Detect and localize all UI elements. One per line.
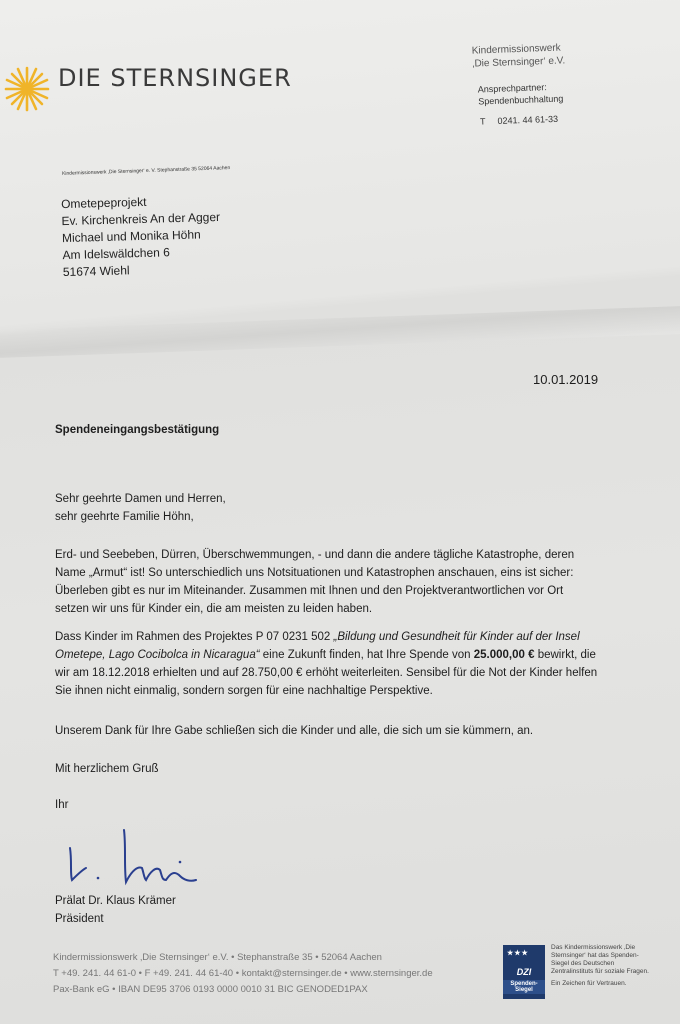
contact-name: Spendenbuchhaltung (478, 93, 564, 107)
stars-icon: ★★★ (507, 950, 529, 957)
letter-footer (53, 950, 433, 998)
paragraph-1: Erd- und Seebeben, Dürren, Überschwemmungen, - und dann die andere tägliche Katastrophe, deren Name „Armut“ ist! So unterschiedlich uns Notsituationen und Katastrophen anschauen, eins ist sicher: Überleben gibt es nur im Miteinander. Zusammen mit Ihnen und den Projektverantwortlichen vor Ort setzen wir uns für Kinder ein, die am meisten zu leiden haben. (55, 549, 575, 615)
donation-amount: 25.000,00 € (473, 649, 535, 661)
paragraph-2-part-3: bewirkt, die wir am 18.12.2018 erhielten und auf 28.750,00 € erhöht weiterleiten. Sensibel für die Not der Kinder helfen Sie ihnen nicht einmalig, sondern sorgen für eine nachhaltige Perspektive. (55, 649, 598, 697)
paragraph-2 (55, 628, 600, 700)
greeting-line-2: sehr geehrte Familie Höhn, (55, 511, 194, 523)
recipient-address (61, 192, 222, 281)
footer-contact: T +49. 241. 44 61-0 • F +49. 241. 44 61-40 • kontakt@sternsinger.de • www.sternsinger.de (53, 968, 433, 979)
footer-address: Kindermissionswerk ‚Die Sternsinger‘ e.V. • Stephanstraße 35 • 52064 Aachen (53, 952, 382, 963)
paragraph-3: Unserem Dank für Ihre Gabe schließen sich die Kinder und alle, die sich um sie kümmern, an. (55, 725, 534, 737)
recipient-line: 51674 Wiehl (62, 263, 130, 280)
contact-block (478, 81, 564, 108)
recipient-line: Am Idelswäldchen 6 (62, 245, 170, 263)
dzi-logo-text: DZI (516, 967, 532, 977)
letter-date: 10.01.2019 (533, 372, 599, 387)
greeting-line-1: Sehr geehrte Damen und Herren, (55, 493, 226, 505)
dzi-note (551, 944, 651, 988)
brand-name: DIE STERNSINGER (58, 64, 292, 92)
signer-name: Prälat Dr. Klaus Krämer (55, 895, 176, 907)
org-line-1: Kindermissionswerk (471, 42, 561, 57)
contact-label: Ansprechpartner: (477, 82, 547, 95)
dzi-seal-logo (503, 945, 545, 999)
recipient-line: Ometepeprojekt (60, 194, 147, 212)
greeting (55, 490, 226, 526)
sender-line: Kindermissionswerk ‚Die Sternsinger‘ e. V. Stephanstraße 35 52064 Aachen (61, 165, 231, 177)
dzi-note-text: Das Kindermissionswerk ‚Die Sternsinger‘ hat das Spenden-Siegel des Deutschen Zentralinstituts für soziale Fragen. (551, 944, 649, 975)
footer-bank: Pax-Bank eG • IBAN DE95 3706 0193 0000 0010 31 BIC GENODED1PAX (53, 984, 368, 995)
project-title: „Bildung und Gesundheit für Kinder auf der Insel Ometepe, Lago Cocibolca in Nicaragua“ (55, 631, 580, 661)
phone-prefix: T (479, 116, 486, 127)
letter-subject: Spendeneingangsbestätigung (55, 424, 220, 436)
sun-logo-icon (2, 64, 52, 114)
recipient-line: Ev. Kirchenkreis An der Agger (61, 209, 221, 229)
paragraph-2-part-2: eine Zukunft finden, hat Ihre Spende von (259, 649, 474, 661)
org-name (472, 41, 566, 70)
phone-number: 0241. 44 61-33 (497, 113, 559, 126)
signer (55, 892, 176, 928)
handwritten-signature (62, 826, 202, 890)
org-line-2: ‚Die Sternsinger‘ e.V. (472, 55, 566, 70)
closing-ihr: Ihr (55, 799, 69, 811)
dzi-trust: Ein Zeichen für Vertrauen. (551, 980, 627, 987)
signer-title: Präsident (55, 913, 104, 925)
paragraph-2-part-1: Dass Kinder im Rahmen des Projektes P 07 0231 502 (55, 631, 334, 643)
dzi-logo-sub: Spenden-Siegel (503, 980, 545, 994)
closing: Mit herzlichem Gruß (55, 763, 159, 775)
recipient-line: Michael und Monika Höhn (61, 227, 201, 246)
